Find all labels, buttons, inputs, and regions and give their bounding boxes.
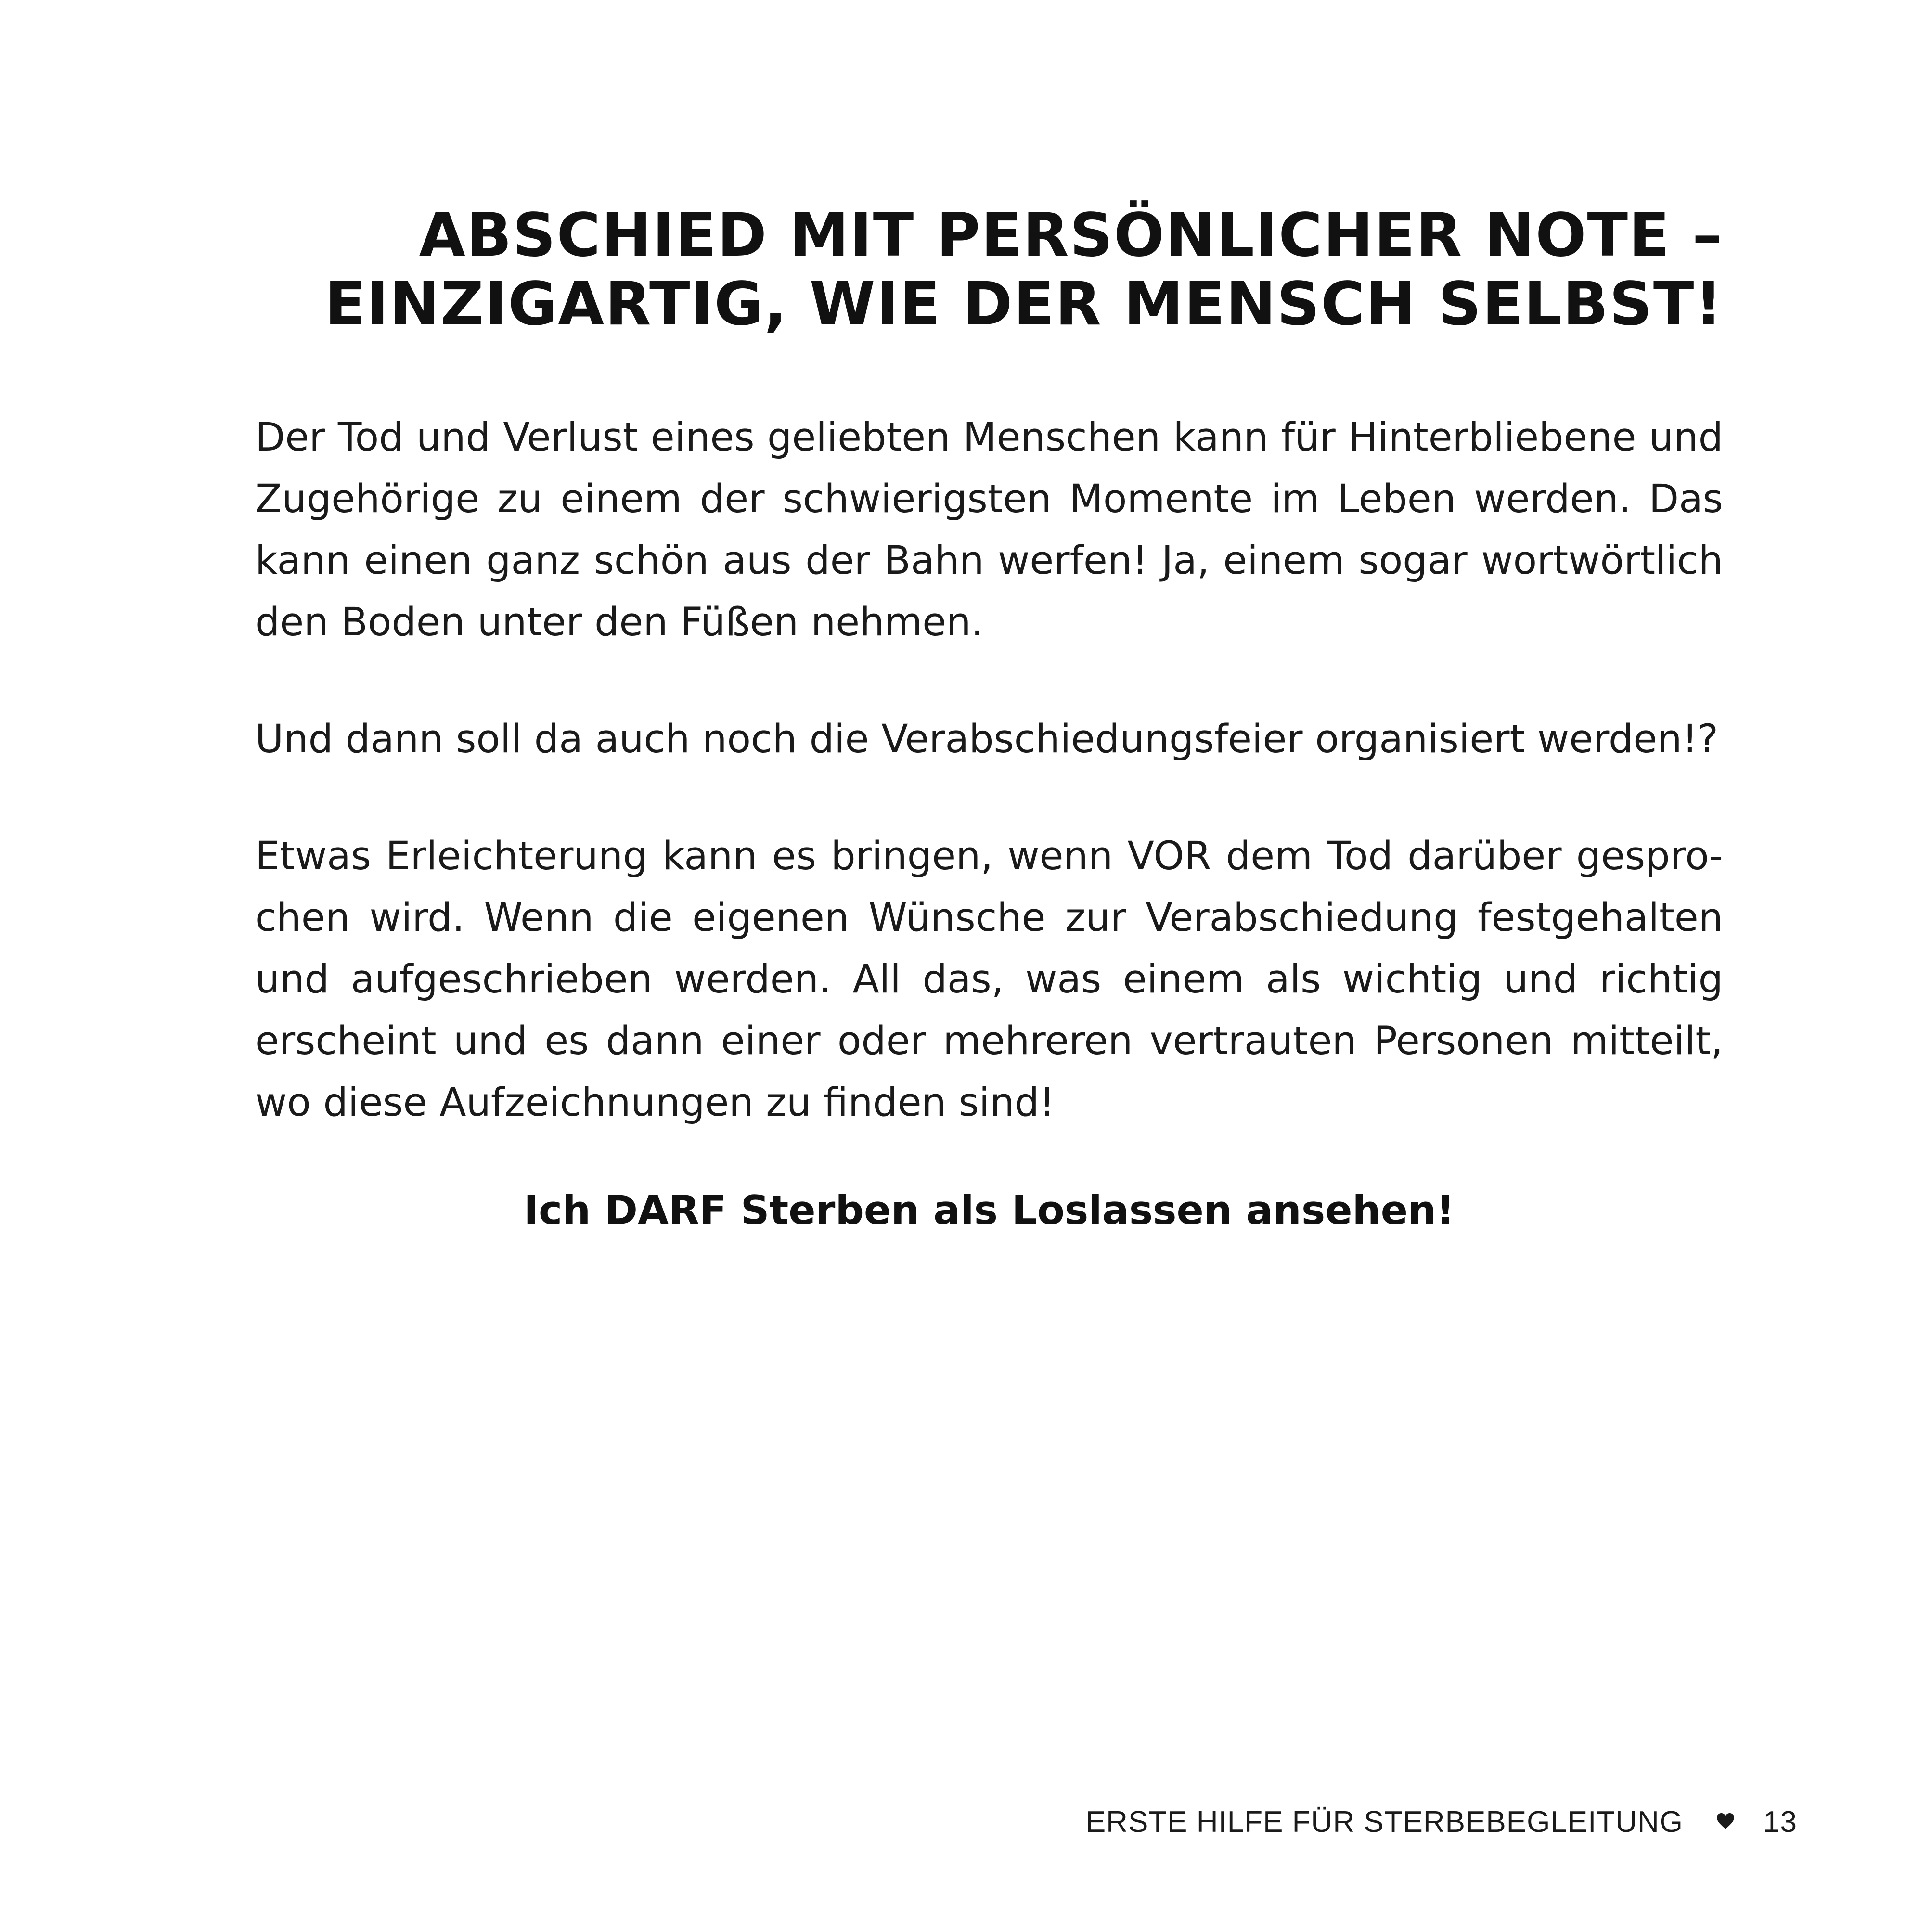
body-text <box>255 407 1723 1189</box>
heading-line-2: EINZIGARTIG, WIE DER MENSCH SELBST! <box>324 270 1723 339</box>
paragraph-2: Und dann soll da auch noch die Verabschiedungsfeier organisiert werden!? <box>255 717 1719 762</box>
footer-book-title: ERSTE HILFE FÜR STERBEBEGLEITUNG <box>1085 1805 1684 1839</box>
heart-icon <box>1717 1813 1734 1830</box>
page-number: 13 <box>1763 1805 1797 1839</box>
heading-line-1: ABSCHIED MIT PERSÖNLICHER NOTE – <box>419 201 1723 270</box>
paragraph-1: Der Tod und Verlust eines geliebten Menschen kann für Hinterbliebene und Zugehörige zu einem der schwierigsten Momente im Leben werden. Das kann einen ganz schön aus der Bahn werfen! Ja, einem sogar wortwörtlich den Boden unter den Füßen nehmen. <box>255 415 1723 645</box>
emphasis-statement: Ich DARF Sterben als Loslassen ansehen! <box>524 1187 1455 1234</box>
page-heading <box>255 201 1723 339</box>
paragraph-3: Etwas Erleichterung kann es bringen, wenn VOR dem Tod darüber gesprochen wird. Wenn die eigenen Wünsche zur Verabschiedung festgehalten und aufgeschrieben werden. All das, was einem als wichtig und richtig erscheint und es dann einer oder mehreren vertrauten Personen mitteilt, wo diese Aufzeichnungen zu finden sind! <box>255 834 1723 1125</box>
page-footer <box>1086 1798 1797 1846</box>
